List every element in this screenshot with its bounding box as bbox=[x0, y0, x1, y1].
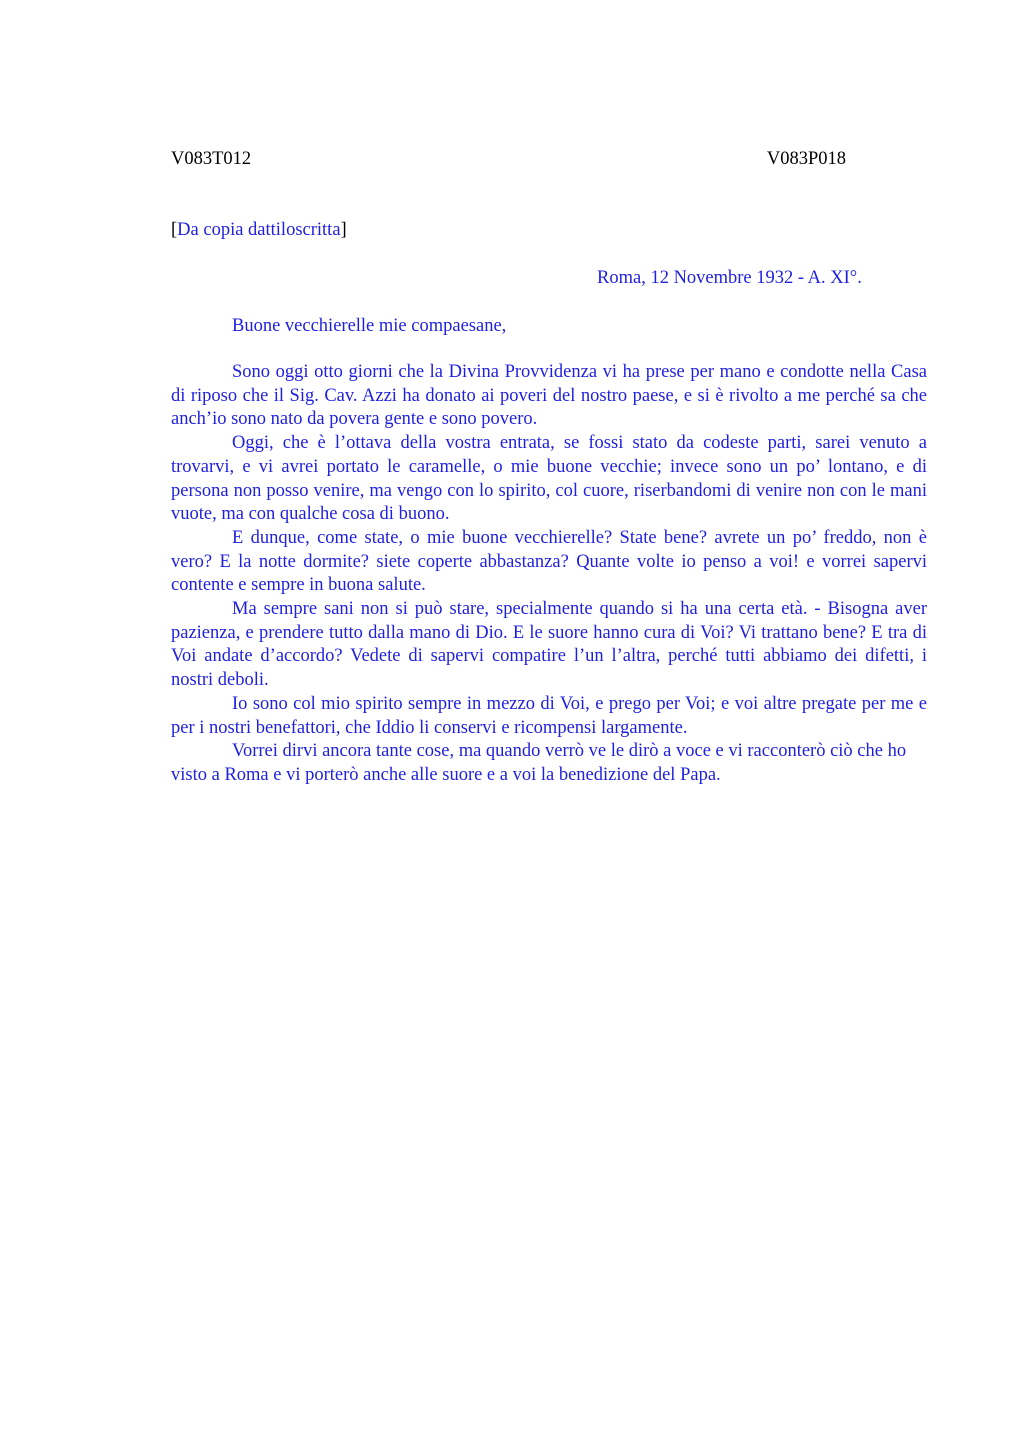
letter-date: Roma, 12 Novembre 1932 - A. XI°. bbox=[597, 268, 862, 288]
page-header bbox=[171, 147, 846, 171]
page-code: V083P018 bbox=[766, 149, 846, 169]
document-code: V083T012 bbox=[171, 149, 252, 169]
letter-paragraph: Vorrei dirvi ancora tante cose, ma quando verrò ve le dirò a voce e vi racconterò ciò che ho visto a Roma e vi porterò anche alle suore e a voi la benedizione del Papa. bbox=[171, 741, 907, 785]
letter-paragraph: Ma sempre sani non si può stare, specialmente quando si ha una certa età. - Bisogna aver pazienza, e prendere tutto dalla mano di Dio. E le suore hanno cura di Voi? Vi trattano bene? E tra di Voi andate d’accordo? Vedete di sapervi compatire l’un l’altra, perché tutti abbiamo dei difetti, i nostri deboli. bbox=[171, 599, 927, 691]
letter-body bbox=[171, 361, 927, 788]
letter-salutation: Buone vecchierelle mie compaesane, bbox=[232, 316, 507, 336]
letter-paragraph: E dunque, come state, o mie buone vecchierelle? State bene? avrete un po’ freddo, non è vero? E la notte dormite? siete coperte abbastanza? Quante volte io penso a voi! e vorrei sapervi contente e sempre in buona salute. bbox=[171, 527, 927, 596]
source-note-open-bracket: [ bbox=[171, 220, 178, 240]
letter-paragraph: Oggi, che è l’ottava della vostra entrata, se fossi stato da codeste parti, sarei venuto a trovarvi, e vi avrei portato le caramelle, o mie buone vecchie; invece sono un po’ lontano, e di persona non posso venire, ma vengo con lo spirito, col cuore, riserbandomi di venire non con le mani vuote, ma con qualche cosa di buono. bbox=[171, 433, 927, 525]
letter-paragraph: Sono oggi otto giorni che la Divina Provvidenza vi ha prese per mano e condotte nella Casa di riposo che il Sig. Cav. Azzi ha donato ai poveri del nostro paese, e si è rivolto a me perché sa che anch’io sono nato da povera gente e sono povero. bbox=[171, 362, 927, 430]
letter-paragraph: Io sono col mio spirito sempre in mezzo di Voi, e prego per Voi; e voi altre pregate per me e per i nostri benefattori, che Iddio li conservi e ricompensi largamente. bbox=[171, 693, 927, 738]
source-note-close-bracket: ] bbox=[340, 220, 347, 240]
source-note-text: Da copia dattiloscritta bbox=[177, 220, 341, 240]
source-note bbox=[171, 218, 347, 242]
